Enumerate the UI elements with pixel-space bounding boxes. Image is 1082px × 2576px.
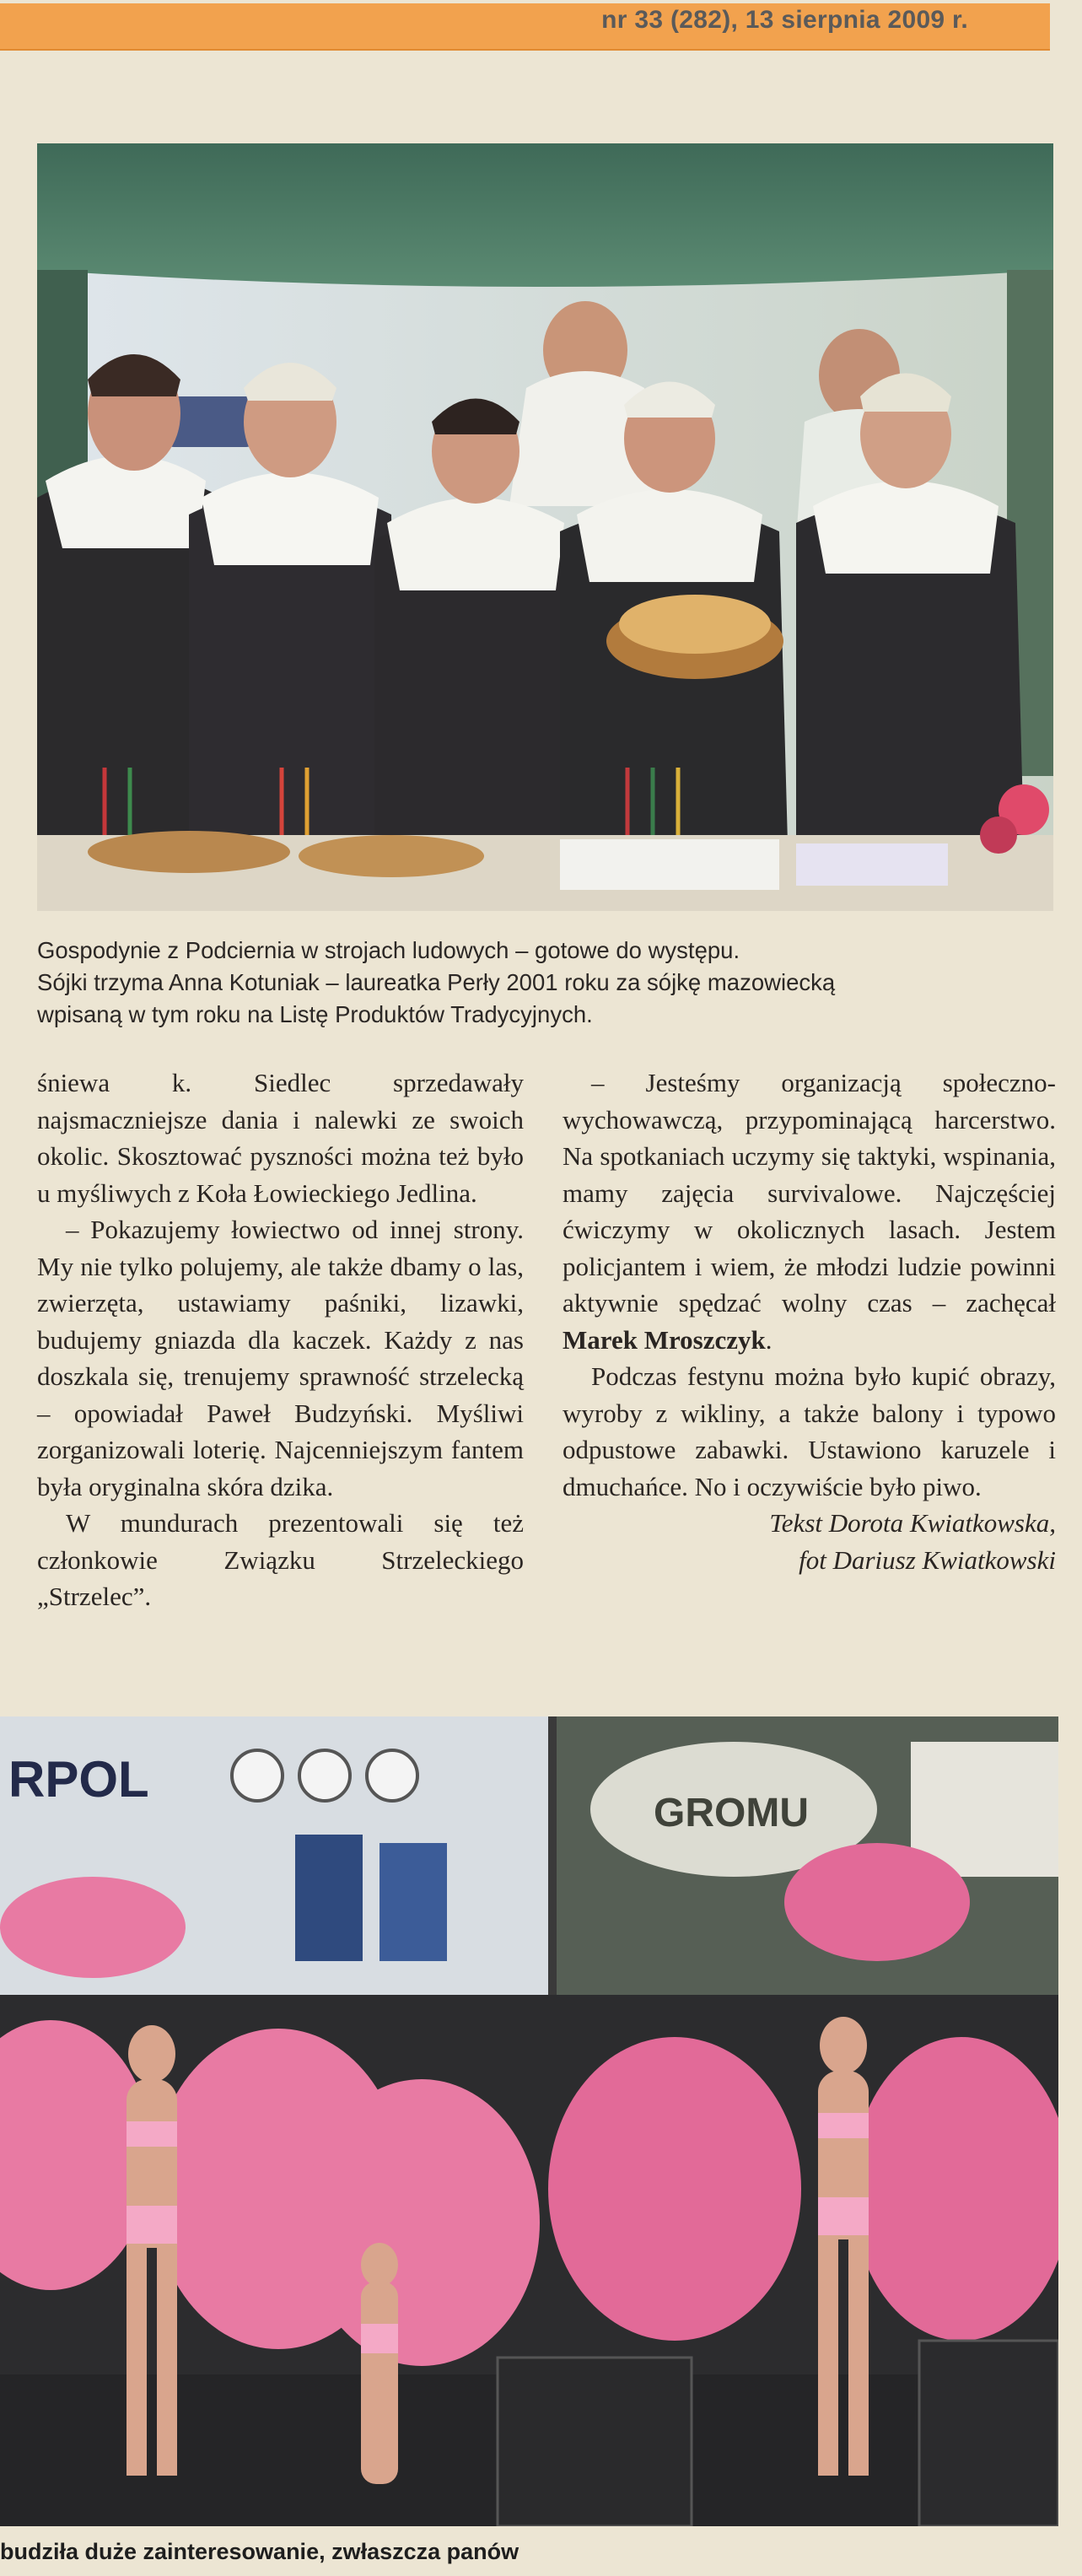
article-paragraph: – Pokazujemy łowiectwo od innej strony. My nie tylko polujemy, ale także dbamy o las, zwierzęta, ustawiamy paśniki, lizawki, budujemy gniazda dla kaczek. Każdy z nas doszkala się, trenujemy sprawność strzelecką – opowiadał Paweł Budzyński. Myśliwi zorganizowali loterię. Najcenniejszym fantem była oryginalna skóra dzika. bbox=[37, 1215, 524, 1501]
folk-costume-women-photo bbox=[37, 143, 1053, 911]
top-photo-caption bbox=[37, 935, 1058, 1031]
quote-text: – Jesteśmy organizacją społeczno-wychowawczą, przypominającą harcerstwo. Na spotkaniach uczymy się taktyki, wspinania, mamy zajęcia survivalowe. Najczęściej ćwiczymy w okolicznych lasach. Jestem policjantem i wiem, że młodzi ludzie powinni aktywnie spędzać wolny czas – zachęcał bbox=[563, 1068, 1056, 1318]
article-paragraph bbox=[563, 1064, 1056, 1358]
article-paragraph: Podczas festynu można było kupić obrazy, wyroby z wikliny, a także balony i typowo odpustowe zabawki. Ustawiono karuzele i dmuchańce. No i oczywiście było piwo. bbox=[563, 1361, 1056, 1501]
author-credit: Tekst Dorota Kwiatkowska, bbox=[769, 1508, 1056, 1538]
dancers-stage-photo bbox=[0, 1716, 1058, 2526]
caption-line: wpisaną w tym roku na Listę Produktów Tradycyjnych. bbox=[37, 1001, 593, 1027]
issue-date-line: nr 33 (282), 13 sierpnia 2009 r. bbox=[601, 6, 968, 34]
article-paragraph: śniewa k. Siedlec sprzedawały najsmaczniejsze dania i nalewki ze swoich okolic. Skosztować pyszności można też było u myśliwych z Koła Łowieckiego Jedlina. bbox=[37, 1068, 524, 1208]
bottom-photo-caption: budziła duże zainteresowanie, zwłaszcza panów bbox=[0, 2530, 1082, 2573]
caption-line: Gospodynie z Podciernia w strojach ludowych – gotowe do występu. bbox=[37, 937, 740, 963]
article-paragraph: W mundurach prezentowali się też członkowie Związku Strzeleckiego „Strzelec”. bbox=[37, 1508, 524, 1611]
photo-credit: fot Dariusz Kwiatkowski bbox=[799, 1544, 1056, 1575]
article-left-column bbox=[37, 1064, 524, 1615]
caption-line: Sójki trzyma Anna Kotuniak – laureatka Perły 2001 roku za sójkę mazowiecką bbox=[37, 969, 836, 995]
banner-text-right: GROMU bbox=[654, 1791, 809, 1835]
quote-end: . bbox=[765, 1324, 772, 1355]
article-right-column bbox=[563, 1064, 1056, 1578]
speaker-name: Marek Mroszczyk bbox=[563, 1324, 766, 1355]
banner-text-left: RPOL bbox=[8, 1751, 149, 1808]
